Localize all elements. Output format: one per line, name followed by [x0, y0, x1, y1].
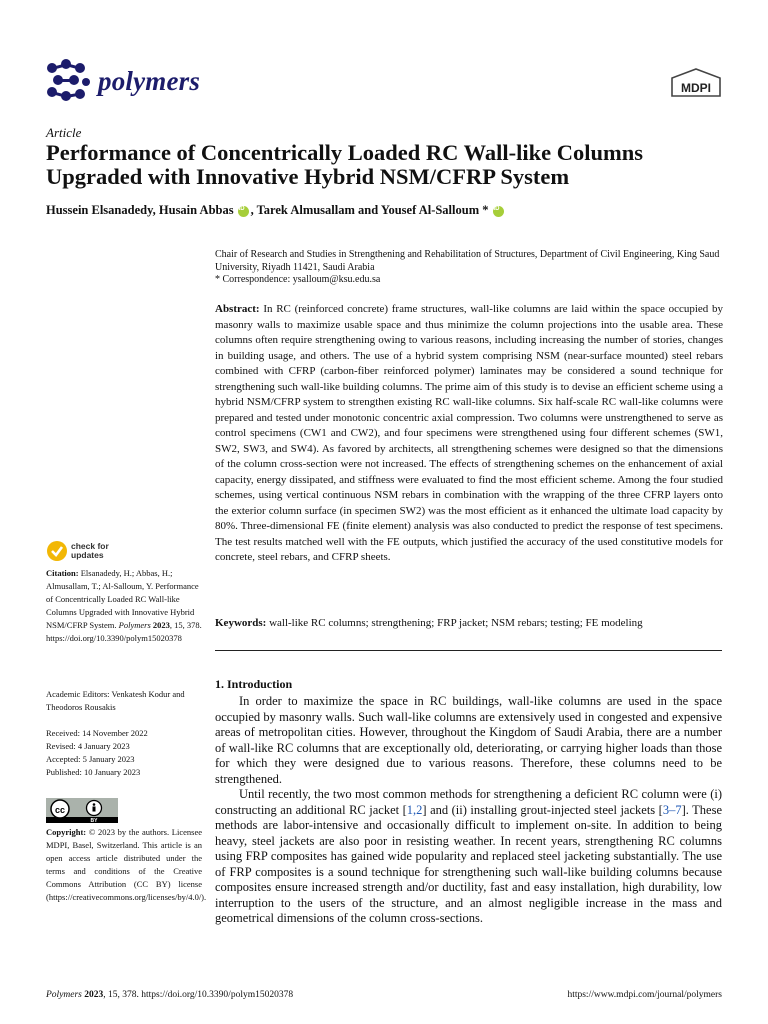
author-names-2: , Tarek Almusallam and Yousef Al-Salloum *	[250, 203, 489, 217]
intro-paragraph-2	[215, 787, 722, 927]
copyright-label: Copyright:	[46, 827, 87, 837]
orcid-icon[interactable]	[238, 206, 249, 217]
introduction-body	[215, 694, 722, 927]
academic-editors: Academic Editors: Venkatesh Kodur and Theodoros Rousakis	[46, 689, 185, 712]
citation-doi[interactable]: 15, 378. https://doi.org/10.3390/polym15020378	[46, 620, 202, 643]
mdpi-logo-text: MDPI	[681, 81, 711, 95]
check-updates-icon	[46, 540, 68, 562]
abstract-label: Abstract:	[215, 303, 260, 315]
svg-text:cc: cc	[54, 805, 66, 815]
citation-journal: Polymers	[118, 620, 151, 630]
abstract-text: In RC (reinforced concrete) frame structures, wall-like columns are laid within the space occupied by masonry walls to maximize usable space and thus minimize the column projections into the usable area. These columns often require strengthening owing to various reasons, including increasing the number of stories, changes in building usage, and others. The use of a hybrid system comprising NSM (near-surface mounted) steel rebars combined with CFRP (carbon-fiber reinforced polymer) laminates may be considered a sound technique for strengthening such wall-like building columns. The prime aim of this study is to devise an efficient scheme using a hybrid NSM/CFRP system to strengthen existing RC wall-like columns. Six half-scale RC wall-like columns were prepared and tested under monotonic concentric axial compression. Two columns were unstrengthened to serve as control specimens (CW1 and CW2), and four specimens were strengthened using four different schemes (SW1, SW2, SW3, and SW4). As favored by architects, all strengthening schemes were designed so that the dimensions of the column cross-section were not increased. The effects of strengthening schemes on the enhancement of axial capacity, energy dissipated, and stiffness were evaluated to find the most efficient scheme. Among the four studied schemes, using vertical continuous NSM rebars in combination with the wrapping of the three CFRP layers onto the exterior column surface (in specimen SW2) was the most efficient as it enhanced the ultimate load capacity by 80%. Three-dimensional FE (finite element) analysis was also conducted to predict the response of test specimens. The test results matched well with the FE outputs, which justified the accuracy of the used constitutive models for concrete, steel rebars, and CFRP sheets.	[215, 303, 724, 563]
dates-block	[46, 727, 202, 779]
keywords-label: Keywords:	[215, 617, 267, 629]
date-revised: Revised: 4 January 2023	[46, 741, 130, 751]
author-names-1: Hussein Elsanadedy, Husain Abbas	[46, 203, 234, 217]
citation-link[interactable]: 1,2	[406, 802, 423, 817]
affiliation: Chair of Research and Studies in Strengthening and Rehabilitation of Structures, Department of Civil Engineering, King Saud University, Riyadh 11421, Saudi Arabia	[215, 249, 720, 273]
keywords-text: wall-like RC columns; strengthening; FRP jacket; NSM rebars; testing; FE modeling	[269, 617, 643, 629]
intro-p2-part3: ]. These methods are labor-intensive and occasionally difficult to implement on-site. In addition to being heavy, steel jackets are also poor in resisting weather. In recent years, strengthening RC columns using FRP composites has gained wide popularity and replaced steel jacketing substantially. The use of FRP composites is a sound technique for strengthening such wall-like building columns because composites ensure increased strength and/or ductility, fast and easy installation, high durability, low interruption to the users of the structure, and an almost negligible increase in the mass and geometrical dimensions of the column cross-sections.	[215, 802, 722, 925]
footer-journal: Polymers	[46, 990, 82, 1000]
footer-doi[interactable]: , 15, 378. https://doi.org/10.3390/polym15020378	[103, 990, 294, 1000]
section-heading-introduction: 1. Introduction	[215, 677, 293, 691]
article-type: Article	[46, 125, 82, 140]
check-updates-line2: updates	[71, 550, 104, 560]
footer-journal-url[interactable]: https://www.mdpi.com/journal/polymers	[567, 990, 722, 1000]
citation-link[interactable]: 3–7	[662, 802, 682, 817]
journal-logo	[44, 58, 200, 104]
section-divider	[215, 650, 722, 651]
correspondence: * Correspondence: ysalloum@ksu.edu.sa	[215, 274, 381, 285]
paper-title: Performance of Concentrically Loaded RC Wall-like Columns Upgraded with Innovative Hybrid NSM/CFRP System	[46, 140, 644, 189]
keywords	[215, 617, 723, 629]
cc-by-text: BY	[90, 818, 98, 823]
check-updates-label	[71, 542, 109, 560]
citation-text: Elsanadedy, H.; Abbas, H.; Almusallam, T.; Al-Salloum, Y. Performance of Concentrically Loaded RC Wall-like Columns Upgraded with Innovative Hybrid NSM/CFRP System.	[46, 568, 199, 630]
intro-paragraph-1: In order to maximize the space in RC buildings, wall-like columns are used in the space occupied by masonry walls. Such wall-like columns are extensively used in congested and expensive areas of metropolitan cities. However, throughout the Kingdom of Saudi Arabia, there are a number of wall-like RC columns that are exceptionally old, deteriorating, or carrying higher loads than those for which they were designed due to various reasons. Therefore, these columns need to be strengthened.	[215, 694, 722, 786]
date-accepted: Accepted: 5 January 2023	[46, 754, 135, 764]
polymers-logo-icon	[44, 58, 92, 104]
citation-block: Citation: Elsanadedy, H.; Abbas, H.; Almusallam, T.; Al-Salloum, Y. Performance of Concentrically Loaded RC Wall-like Columns Upgraded with Innovative Hybrid NSM/CFRP System. Polymers 2023, 15, 378. https://doi.org/10.3390/polym15020378	[46, 568, 202, 643]
citation-year: 2023	[152, 620, 170, 630]
orcid-icon[interactable]	[493, 206, 504, 217]
copyright-block	[46, 826, 207, 904]
date-published: Published: 10 January 2023	[46, 767, 141, 777]
copyright-text: © 2023 by the authors. Licensee MDPI, Basel, Switzerland. This article is an open access article distributed under the terms and conditions of the Creative Commons Attribution (CC BY) license (https://creativecommons.org/licenses/by/4.0/).	[46, 827, 207, 902]
abstract	[215, 302, 723, 566]
author-list	[46, 203, 506, 218]
check-for-updates-badge[interactable]	[46, 540, 109, 562]
cc-by-license-icon[interactable]	[46, 798, 118, 823]
footer-year: 2023	[84, 990, 104, 1000]
check-updates-line1: check for	[71, 541, 109, 551]
intro-p2-part2: ] and (ii) installing grout-injected steel jackets [	[422, 802, 663, 817]
footer-citation	[46, 990, 293, 1000]
journal-name: polymers	[98, 65, 201, 96]
intro-p2-part1: Until recently, the two most common methods for strengthening a deficient RC column were (i) constructing an additional RC jacket [	[215, 787, 722, 817]
citation-label: Citation:	[46, 568, 79, 578]
date-received: Received: 14 November 2022	[46, 728, 148, 738]
mdpi-logo-icon	[670, 68, 722, 98]
